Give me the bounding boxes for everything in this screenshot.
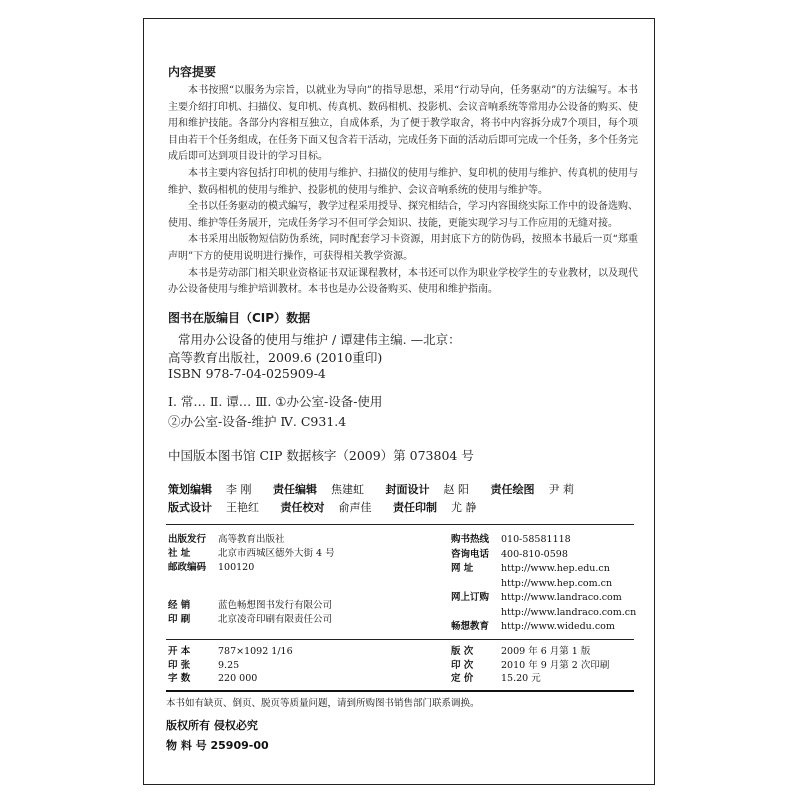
pub-label: 社 址 xyxy=(168,548,191,559)
credit-value: 李 刚 xyxy=(226,483,252,496)
website-link[interactable]: http://www.landraco.com.cn xyxy=(501,606,637,618)
pub-value: 010-58581118 xyxy=(501,534,571,545)
summary-paragraph: 本书主要内容包括打印机的使用与维护、扫描仪的使用与维护、复印机的使用与维护、传真机的使用与维护、数码相机的使用与维护、投影机的使用与维护、会议音响系统的使用与维护等。 xyxy=(168,167,638,196)
pub-value: 400-810-0598 xyxy=(501,548,568,560)
divider xyxy=(166,639,634,640)
website-link[interactable]: http://www.hep.com.cn xyxy=(501,577,613,589)
website-link[interactable]: http://www.widedu.com xyxy=(501,621,615,632)
publisher-info xyxy=(168,533,335,575)
pub-label: 咨询电话 xyxy=(451,548,490,560)
contact-info xyxy=(451,533,636,635)
cip-line: ISBN 978-7-04-025909-4 xyxy=(168,366,326,381)
pub-label: 网上订购 xyxy=(451,592,490,603)
website-link[interactable]: http://www.hep.edu.cn xyxy=(501,563,610,574)
spec-label: 印 张 xyxy=(168,659,191,671)
spec-value: 9.25 xyxy=(218,659,240,671)
spec-value: 2009 年 6 月第 1 版 xyxy=(501,646,591,657)
edition-info xyxy=(451,645,609,686)
spec-value: 787×1092 1/16 xyxy=(218,646,293,657)
pub-value: 蓝色畅想图书发行有限公司 xyxy=(218,600,333,611)
distribution-info xyxy=(168,599,332,627)
pub-label: 出版发行 xyxy=(168,534,207,545)
credit-label: 责任绘图 xyxy=(490,483,535,496)
pub-label: 畅想教育 xyxy=(451,621,490,632)
divider xyxy=(166,524,634,525)
credit-label: 责任编辑 xyxy=(273,483,317,496)
cip-line: ②办公室-设备-维护 Ⅳ. C931.4 xyxy=(168,414,347,429)
credits-row xyxy=(168,499,495,515)
spec-label: 版 次 xyxy=(451,646,474,657)
credit-label: 责任印制 xyxy=(393,501,437,514)
website-link[interactable]: http://www.landraco.com xyxy=(501,592,622,603)
summary-paragraph: 本书采用出版物短信防伪系统，同时配套学习卡资源，用封底下方的防伪码，按照本书最后一页“郑重声明”下方的使用说明进行操作，可获得相关教学资源。 xyxy=(168,234,638,262)
summary-paragraph: 本书按照“以服务为宗旨，以就业为导向”的指导思想，采用“行动导向，任务驱动”的方法编写。本书主要介绍打印机、扫描仪、复印机、传真机、数码相机、投影机、会议音响系统等常用办公设备的购买、使用和维护技能。各部分内容相互独立，自成体系，为了便于教学取舍，将书中内容拆分成7个项目，每个项目由若干个任务组成，在任务下面又包含若干活动，完成任务下面的活动后即可完成一个任务，多个任务完成后即可达到项目设计的学习目标。 xyxy=(168,85,638,163)
quality-notice: 本书如有缺页、倒页、脱页等质量问题，请到所购图书销售部门联系调换。 xyxy=(166,698,480,709)
summary-body xyxy=(168,83,638,299)
pub-label: 购书热线 xyxy=(451,534,490,545)
cip-record: 中国版本图书馆 CIP 数据核字（2009）第 073804 号 xyxy=(168,448,474,463)
credit-value: 尤 静 xyxy=(451,501,477,514)
summary-paragraph: 全书以任务驱动的模式编写，教学过程采用授导、探究相结合，学习内容围绕实际工作中的设备选购、使用、维护等任务展开，完成任务学习不但可学会知识、技能，更能实现学习与工作应用的无缝对接。 xyxy=(168,201,638,229)
cip-heading: 图书在版编目（CIP）数据 xyxy=(168,311,311,325)
summary-paragraph: 本书是劳动部门相关职业资格证书双证课程教材，本书还可以作为职业学校学生的专业教材，以及现代办公设备使用与维护培训教材。本书也是办公设备购买、使用和维护指南。 xyxy=(168,267,638,296)
rights-statement: 版权所有 侵权必究 xyxy=(166,719,258,732)
credit-value: 俞声佳 xyxy=(338,501,372,514)
divider xyxy=(166,690,634,692)
item-number: 物 料 号 25909-00 xyxy=(166,739,269,752)
spec-label: 字 数 xyxy=(168,673,191,684)
pub-value: 100120 xyxy=(218,562,255,573)
credit-label: 版式设计 xyxy=(168,501,212,514)
credit-label: 封面设计 xyxy=(385,483,430,496)
pub-value: 高等教育出版社 xyxy=(218,534,285,545)
spec-label: 印 次 xyxy=(451,659,474,671)
credit-value: 王艳红 xyxy=(226,501,259,514)
pub-value: 北京市西城区德外大街 4 号 xyxy=(218,548,335,559)
credit-value: 赵 阳 xyxy=(443,483,469,496)
credit-label: 责任校对 xyxy=(280,501,325,514)
cip-line: Ⅰ. 常… Ⅱ. 谭… Ⅲ. ①办公室-设备-使用 xyxy=(168,394,383,409)
spec-label: 开 本 xyxy=(168,646,191,657)
pub-label: 网 址 xyxy=(451,563,474,574)
cip-line: 高等教育出版社，2009.6 (2010重印) xyxy=(168,350,383,365)
spec-value: 220 000 xyxy=(218,673,258,684)
credit-label: 策划编辑 xyxy=(168,483,212,496)
summary-title: 内容提要 xyxy=(168,65,217,79)
credit-value: 焦建虹 xyxy=(331,483,364,496)
pub-label: 经 销 xyxy=(168,600,191,611)
pub-value: 北京凌奇印刷有限责任公司 xyxy=(218,614,333,625)
spec-value: 15.20 元 xyxy=(501,673,541,684)
pub-label: 印 刷 xyxy=(168,614,191,625)
credit-value: 尹 莉 xyxy=(548,483,574,496)
book-specs xyxy=(168,645,293,686)
spec-value: 2010 年 9 月第 2 次印刷 xyxy=(501,659,610,671)
cip-line: 常用办公设备的使用与维护 / 谭建伟主编. —北京： xyxy=(178,332,461,347)
credits-row xyxy=(168,481,592,497)
spec-label: 定 价 xyxy=(451,673,474,684)
copyright-page xyxy=(143,18,655,785)
pub-label: 邮政编码 xyxy=(168,562,207,573)
